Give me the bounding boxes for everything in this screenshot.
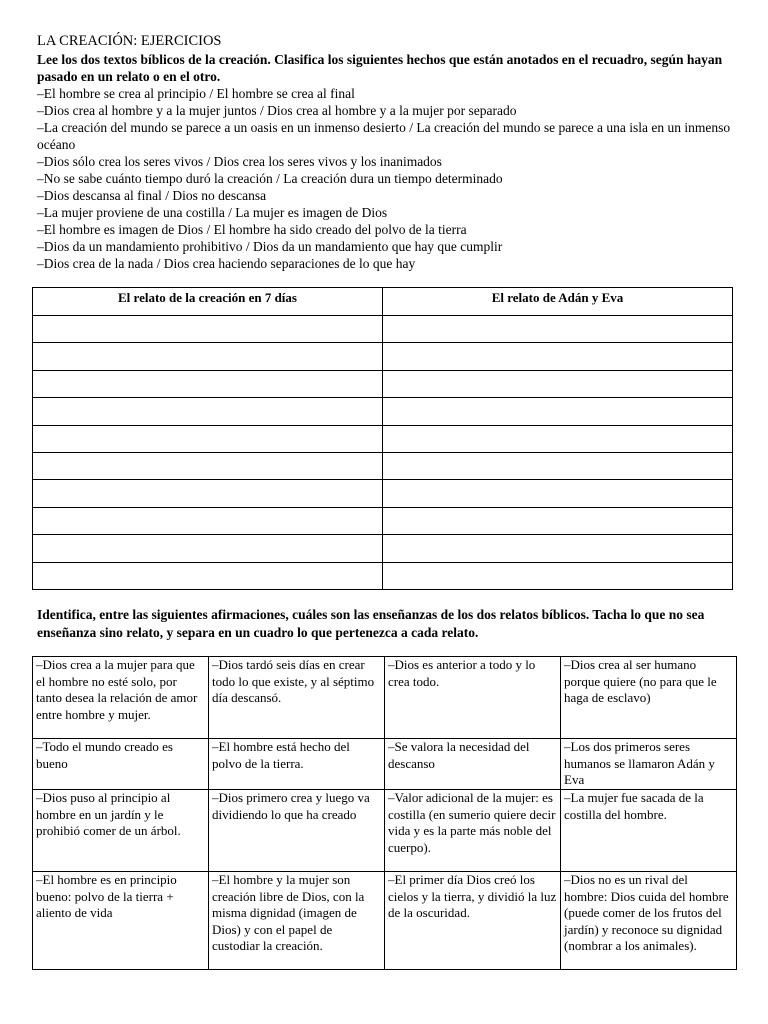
table-row [33,507,733,534]
answer-cell[interactable] [33,370,383,397]
answer-cell[interactable] [383,535,733,562]
table-row [33,452,733,479]
facts-list [37,85,742,272]
table-row [33,480,733,507]
statement-cell: –Dios crea al ser humano porque quiere (no para que le haga de esclavo) [561,657,737,739]
answer-cell[interactable] [33,316,383,343]
fact-item: –Dios sólo crea los seres vivos / Dios crea los seres vivos y los inanimados [37,154,442,169]
fact-item: –La mujer proviene de una costilla / La mujer es imagen de Dios [37,205,388,220]
answer-cell[interactable] [383,425,733,452]
fact-item: –No se sabe cuánto tiempo duró la creación / La creación dura un tiempo determinado [37,171,503,186]
statement-cell: –Se valora la necesidad del descanso [385,739,561,790]
fact-item: –La creación del mundo se parece a un oasis en un inmenso desierto / La creación del mundo se parece a una isla en un inmenso océano [37,120,731,152]
intro-instructions: Lee los dos textos bíblicos de la creación. Clasifica los siguientes hechos que están anotados en el recuadro, según hayan pasado en un relato o en el otro. [37,52,723,84]
page-title: LA CREACIÓN: EJERCICIOS [37,33,222,49]
statement-cell: –El primer día Dios creó los cielos y la tierra, y dividió la luz de la oscuridad. [385,872,561,970]
answer-cell[interactable] [383,507,733,534]
statement-cell: –Dios no es un rival del hombre: Dios cuida del hombre (puede comer de los frutos del jardín) y reconoce su dignidad (nombrar a los animales). [561,872,737,970]
statement-cell: –Los dos primeros seres humanos se llamaron Adán y Eva [561,739,737,790]
answer-cell[interactable] [33,562,383,589]
table-row [33,790,737,872]
statement-cell: –El hombre está hecho del polvo de la tierra. [209,739,385,790]
statement-cell: –Dios puso al principio al hombre en un jardín y le prohibió comer de un árbol. [33,790,209,872]
table-row [33,398,733,425]
table-row [33,739,737,790]
answer-cell[interactable] [383,370,733,397]
statement-cell: –Dios es anterior a todo y lo crea todo. [385,657,561,739]
statement-cell: –El hombre es en principio bueno: polvo de la tierra + aliento de vida [33,872,209,970]
statement-cell: –Dios tardó seis días en crear todo lo que existe, y al séptimo día descansó. [209,657,385,739]
table-row [33,343,733,370]
table-row [33,425,733,452]
second-instructions: Identifica, entre las siguientes afirmaciones, cuáles son las enseñanzas de los dos relatos bíblicos. Tacha lo que no sea enseñanza sino relato, y separa en un cuadro lo que pertenezca a cada relato. [37,607,705,640]
answer-cell[interactable] [383,343,733,370]
table-row [33,370,733,397]
answer-cell[interactable] [33,480,383,507]
answer-cell[interactable] [33,452,383,479]
fact-item: –Dios da un mandamiento prohibitivo / Dios da un mandamiento que hay que cumplir [37,239,503,254]
fact-item: –El hombre es imagen de Dios / El hombre ha sido creado del polvo de la tierra [37,222,467,237]
table-row [33,657,737,739]
answer-cell[interactable] [383,452,733,479]
header-adam-eve: El relato de Adán y Eva [383,288,733,316]
table-row [33,535,733,562]
fact-item: –Dios crea de la nada / Dios crea haciendo separaciones de lo que hay [37,256,416,271]
answer-cell[interactable] [383,398,733,425]
answer-cell[interactable] [33,507,383,534]
statement-cell: –Valor adicional de la mujer: es costilla (en sumerio quiere decir vida y es la parte más noble del cuerpo). [385,790,561,872]
fact-item: –Dios descansa al final / Dios no descansa [37,188,267,203]
statement-cell: –El hombre y la mujer son creación libre de Dios, con la misma dignidad (imagen de Dios) y con el papel de custodiar la creación. [209,872,385,970]
fact-item: –Dios crea al hombre y a la mujer juntos / Dios crea al hombre y a la mujer por separado [37,103,517,118]
statement-cell: –Dios crea a la mujer para que el hombre no esté solo, por tanto desea la relación de amor entre hombre y mujer. [33,657,209,739]
table-row [33,872,737,970]
statements-table [32,656,737,970]
statement-cell: –La mujer fue sacada de la costilla del hombre. [561,790,737,872]
answer-cell[interactable] [33,535,383,562]
answer-cell[interactable] [33,343,383,370]
classification-table [32,287,733,590]
header-seven-days: El relato de la creación en 7 días [33,288,383,316]
fact-item: –El hombre se crea al principio / El hombre se crea al final [37,86,355,101]
table-header-row [33,288,733,316]
statement-cell: –Todo el mundo creado es bueno [33,739,209,790]
table-row [33,316,733,343]
statement-cell: –Dios primero crea y luego va dividiendo lo que ha creado [209,790,385,872]
answer-cell[interactable] [33,425,383,452]
answer-cell[interactable] [383,480,733,507]
answer-cell[interactable] [383,562,733,589]
answer-cell[interactable] [383,316,733,343]
answer-cell[interactable] [33,398,383,425]
table-row [33,562,733,589]
